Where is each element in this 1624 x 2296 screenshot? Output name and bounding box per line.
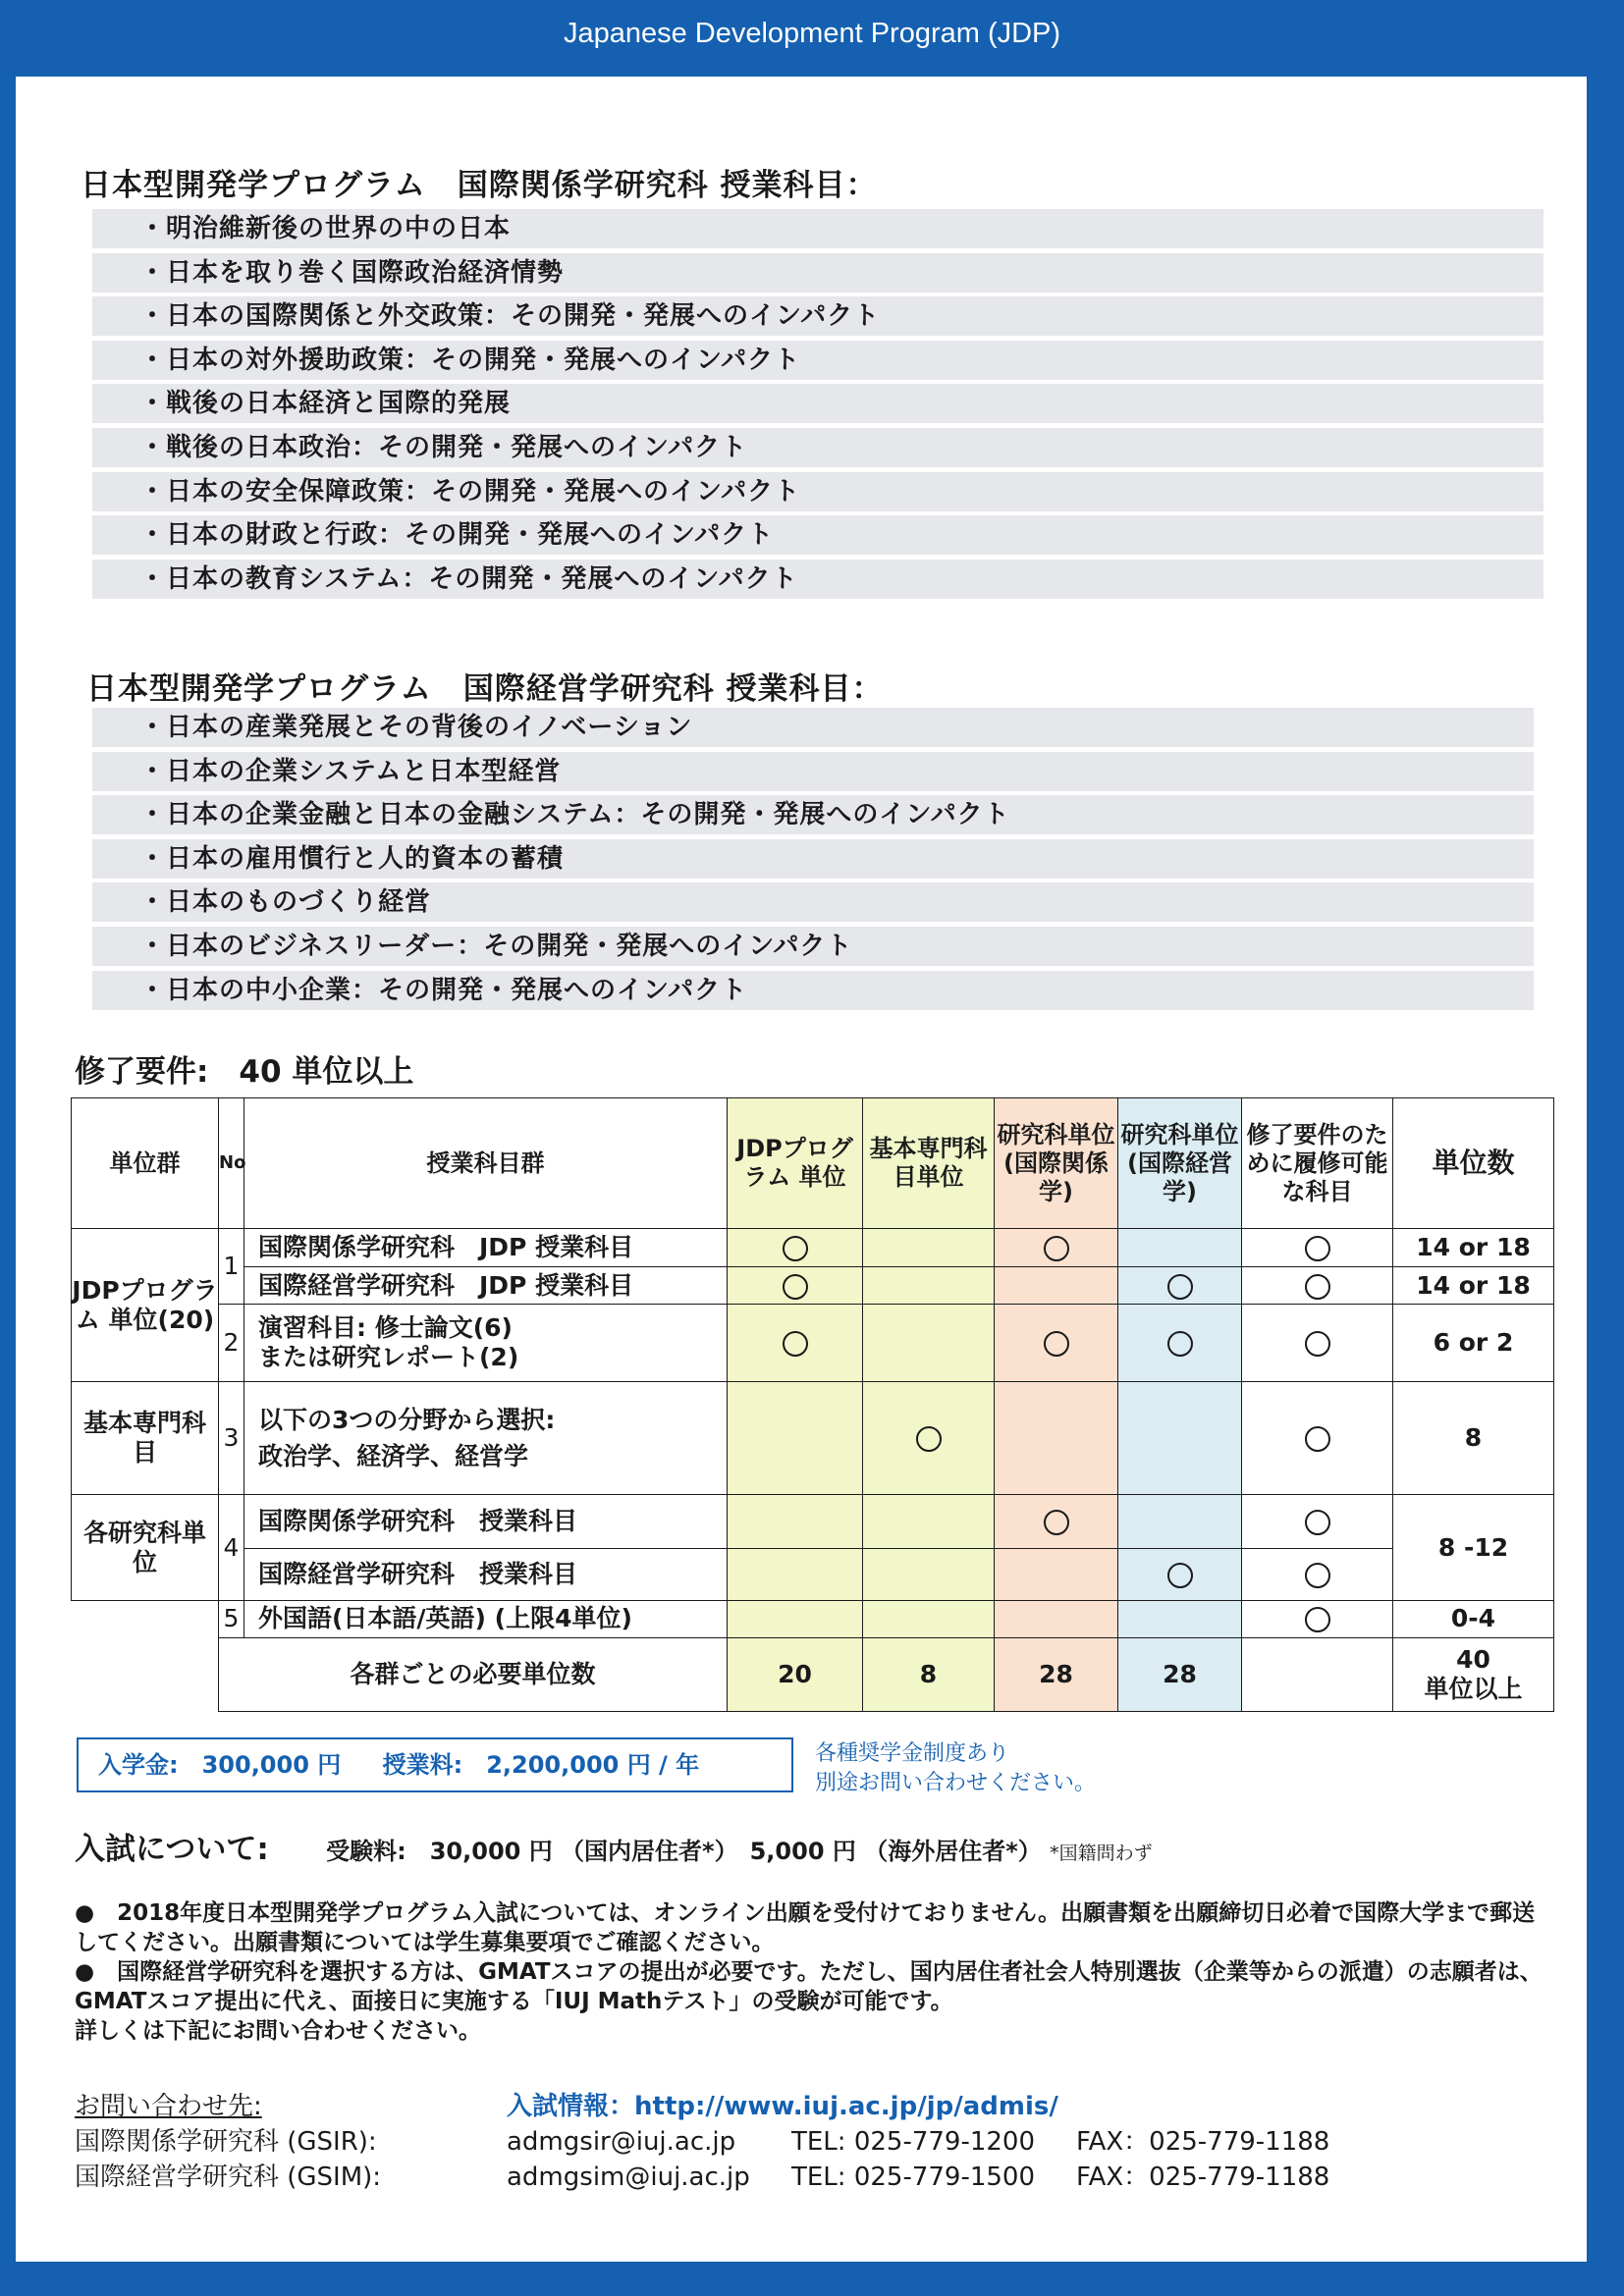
circle-mark-icon [916,1426,942,1452]
total-basic: 8 [863,1638,995,1712]
circle-mark-icon [1044,1331,1069,1357]
row-name: 以下の3つの分野から選択: 政治学、経済学、経営学 [244,1382,728,1495]
admission-notes [75,1898,1557,2046]
circle-mark-icon [1044,1236,1069,1261]
circle-mark-icon [1305,1607,1330,1632]
row-no: 4 [219,1495,244,1600]
course-item: ・日本の国際関係と外交政策：その開発・発展へのインパクト [92,296,1543,336]
circle-mark-icon [1305,1331,1330,1357]
requirements-table [71,1097,1554,1712]
row-name: 国際経営学研究科 授業科目 [244,1549,728,1601]
group-school: 各研究科単位 [72,1495,219,1600]
group-jdp: JDPプログラム 単位(20) [72,1229,219,1382]
gsir-email-link[interactable]: admgsir@iuj.ac.jp [507,2127,736,2157]
row-no: 3 [219,1382,244,1495]
total-credits: 40 単位以上 [1393,1638,1554,1712]
gsim-tel: TEL: 025-779-1500 [791,2163,1036,2192]
header-course-group: 授業科目群 [244,1098,728,1229]
row-credits: 14 or 18 [1393,1229,1554,1266]
row-name: 国際関係学研究科 JDP 授業科目 [244,1229,728,1266]
course-item: ・日本の企業システムと日本型経営 [92,752,1534,791]
course-item: ・明治維新後の世界の中の日本 [92,209,1543,248]
circle-mark-icon [783,1331,808,1357]
row-credits: 8 [1393,1382,1554,1495]
course-item: ・戦後の日本経済と国際的発展 [92,384,1543,423]
header-basic: 基本専門科目単位 [863,1098,995,1229]
note-paragraph: 詳しくは下記にお問い合わせください。 [75,2018,481,2044]
admission-info-link[interactable]: 入試情報：http://www.iuj.ac.jp/jp/admis/ [507,2092,1058,2121]
circle-mark-icon [1167,1563,1193,1588]
gsir-course-list [92,209,1543,603]
gsir-tel: TEL: 025-779-1200 [791,2127,1036,2157]
gsim-email-link[interactable]: admgsim@iuj.ac.jp [507,2163,750,2192]
entrance-fee: 入学金: 300,000 円 [98,1751,342,1779]
total-gsim: 28 [1118,1638,1242,1712]
header-jdp: JDPプログラム 単位 [728,1098,863,1229]
group-basic: 基本専門科目 [72,1382,219,1495]
row-no: 2 [219,1305,244,1382]
course-item: ・日本の対外援助政策：その開発・発展へのインパクト [92,341,1543,380]
header-group: 単位群 [72,1098,219,1229]
total-label: 各群ごとの必要単位数 [219,1638,728,1712]
requirements-title: 修了要件: 40 単位以上 [75,1054,414,1090]
course-item: ・日本のものづくり経営 [92,882,1534,922]
row-name: 国際経営学研究科 JDP 授業科目 [244,1266,728,1304]
course-item: ・日本の雇用慣行と人的資本の蓄積 [92,839,1534,879]
exam-title: 入試について: [75,1832,269,1867]
circle-mark-icon [1305,1236,1330,1261]
row-name: 演習科目: 修士論文(6) または研究レポート(2) [244,1305,728,1382]
circle-mark-icon [783,1274,808,1300]
course-item: ・日本の教育システム：その開発・発展へのインパクト [92,560,1543,599]
fee-box [77,1737,793,1792]
course-item: ・日本の中小企業：その開発・発展へのインパクト [92,971,1534,1010]
course-item: ・日本を取り巻く国際政治経済情勢 [92,253,1543,293]
contact-title: お問い合わせ先: [75,2092,262,2121]
contact-section [75,2089,1329,2195]
exam-info [75,1824,1153,1868]
exam-fee: 受験料: 30,000 円 （国内居住者*） 5,000 円 （海外居住者*） [326,1838,1042,1865]
circle-mark-icon [1305,1563,1330,1588]
scholarship-line: 各種奨学金制度あり [815,1741,1010,1766]
program-header-title: Japanese Development Program (JDP) [563,18,1061,49]
row-name: 国際関係学研究科 授業科目 [244,1495,728,1549]
header-gsir: 研究科単位(国際関係学) [995,1098,1118,1229]
circle-mark-icon [783,1236,808,1261]
circle-mark-icon [1305,1426,1330,1452]
exam-note: *国籍問わず [1050,1842,1153,1864]
circle-mark-icon [1044,1510,1069,1535]
tuition-fee: 授業料: 2,200,000 円 / 年 [382,1751,700,1779]
gsir-section-title: 日本型開発学プログラム 国際関係学研究科 授業科目： [81,168,878,203]
row-no: 5 [219,1600,244,1637]
header-gsim: 研究科単位(国際経営学) [1118,1098,1242,1229]
gsir-fax: FAX：025-779-1188 [1076,2127,1330,2157]
row-credits: 8 -12 [1393,1495,1554,1600]
total-gsir: 28 [995,1638,1118,1712]
header-no: No [219,1098,244,1229]
circle-mark-icon [1167,1331,1193,1357]
gsim-course-list [92,708,1534,1014]
gsir-label: 国際関係学研究科 (GSIR): [75,2127,377,2157]
course-item: ・戦後の日本政治：その開発・発展へのインパクト [92,428,1543,467]
gsim-fax: FAX：025-779-1188 [1076,2163,1330,2192]
note-paragraph: ● 2018年度日本型開発学プログラム入試については、オンライン出願を受付けておりません。出願書類を出願締切日必着で国際大学まで郵送してください。出願書類については学生募集要項でご確認ください。 [75,1900,1536,1955]
course-item: ・日本の財政と行政：その開発・発展へのインパクト [92,515,1543,555]
course-item: ・日本の企業金融と日本の金融システム：その開発・発展へのインパクト [92,795,1534,834]
scholarship-line: 別途お問い合わせください。 [815,1771,1097,1795]
note-paragraph: ● 国際経営学研究科を選択する方は、GMATスコアの提出が必要です。ただし、国内居住者社会人特別選抜（企業等からの派遣）の志願者は、GMATスコア提出に代え、面接日に実施する「IUJ Mathテスト」の受験が可能です。 [75,1959,1543,2014]
row-no: 1 [219,1229,244,1305]
circle-mark-icon [1305,1274,1330,1300]
gsim-section-title: 日本型開発学プログラム 国際経営学研究科 授業科目： [86,671,884,707]
gsim-label: 国際経営学研究科 (GSIM): [75,2163,382,2192]
row-credits: 0-4 [1393,1600,1554,1637]
course-item: ・日本のビジネスリーダー：その開発・発展へのインパクト [92,927,1534,966]
total-jdp: 20 [728,1638,863,1712]
row-credits: 6 or 2 [1393,1305,1554,1382]
header-elective: 修了要件のために履修可能な科目 [1242,1098,1393,1229]
header-credits: 単位数 [1393,1098,1554,1229]
circle-mark-icon [1167,1274,1193,1300]
circle-mark-icon [1305,1510,1330,1535]
row-credits: 14 or 18 [1393,1266,1554,1304]
course-item: ・日本の産業発展とその背後のイノベーション [92,708,1534,747]
course-item: ・日本の安全保障政策：その開発・発展へのインパクト [92,472,1543,511]
scholarship-note [815,1739,1096,1798]
row-name: 外国語(日本語/英語) (上限4単位) [244,1600,728,1637]
